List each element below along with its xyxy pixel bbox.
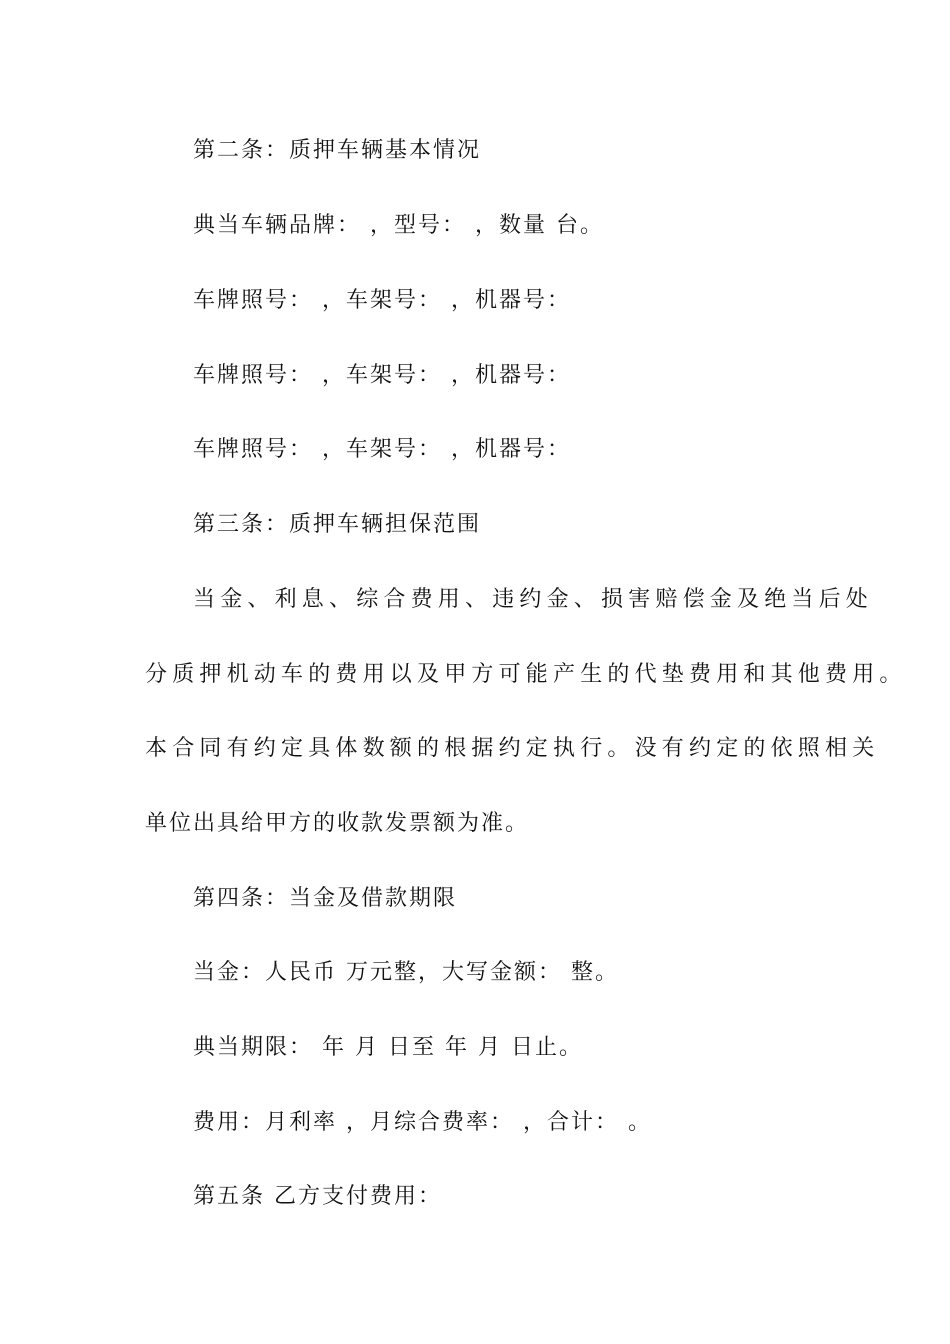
vehicle-brand-line: 典当车辆品牌： ，型号： ，数量 台。 [193,213,604,238]
article-2-heading: 第二条：质押车辆基本情况 [193,138,482,163]
pawn-term-line: 典当期限： 年 月 日至 年 月 日止。 [193,1035,583,1060]
plate-number-line-2: 车牌照号： ，车架号： ，机器号： [193,363,571,388]
scope-paragraph-line-3: 本合同有约定具体数额的根据约定执行。没有约定的依照相关 [145,736,880,761]
plate-number-line-3: 车牌照号： ，车架号： ，机器号： [193,437,571,462]
plate-number-line-1: 车牌照号： ，车架号： ，机器号： [193,288,571,313]
article-3-heading: 第三条：质押车辆担保范围 [193,512,482,537]
loan-amount-line: 当金：人民币 万元整，大写金额： 整。 [193,960,619,985]
scope-paragraph-line-1: 当金、利息、综合费用、违约金、损害赔偿金及绝当后处 [193,587,874,612]
scope-paragraph-line-4: 单位出具给甲方的收款发票额为准。 [145,811,530,836]
fees-line: 费用：月利率 ，月综合费率： ，合计： 。 [193,1110,652,1135]
article-5-heading: 第五条 乙方支付费用： [193,1184,442,1209]
scope-paragraph-line-2: 分质押机动车的费用以及甲方可能产生的代垫费用和其他费用。 [145,662,907,687]
article-4-heading: 第四条：当金及借款期限 [193,886,458,911]
